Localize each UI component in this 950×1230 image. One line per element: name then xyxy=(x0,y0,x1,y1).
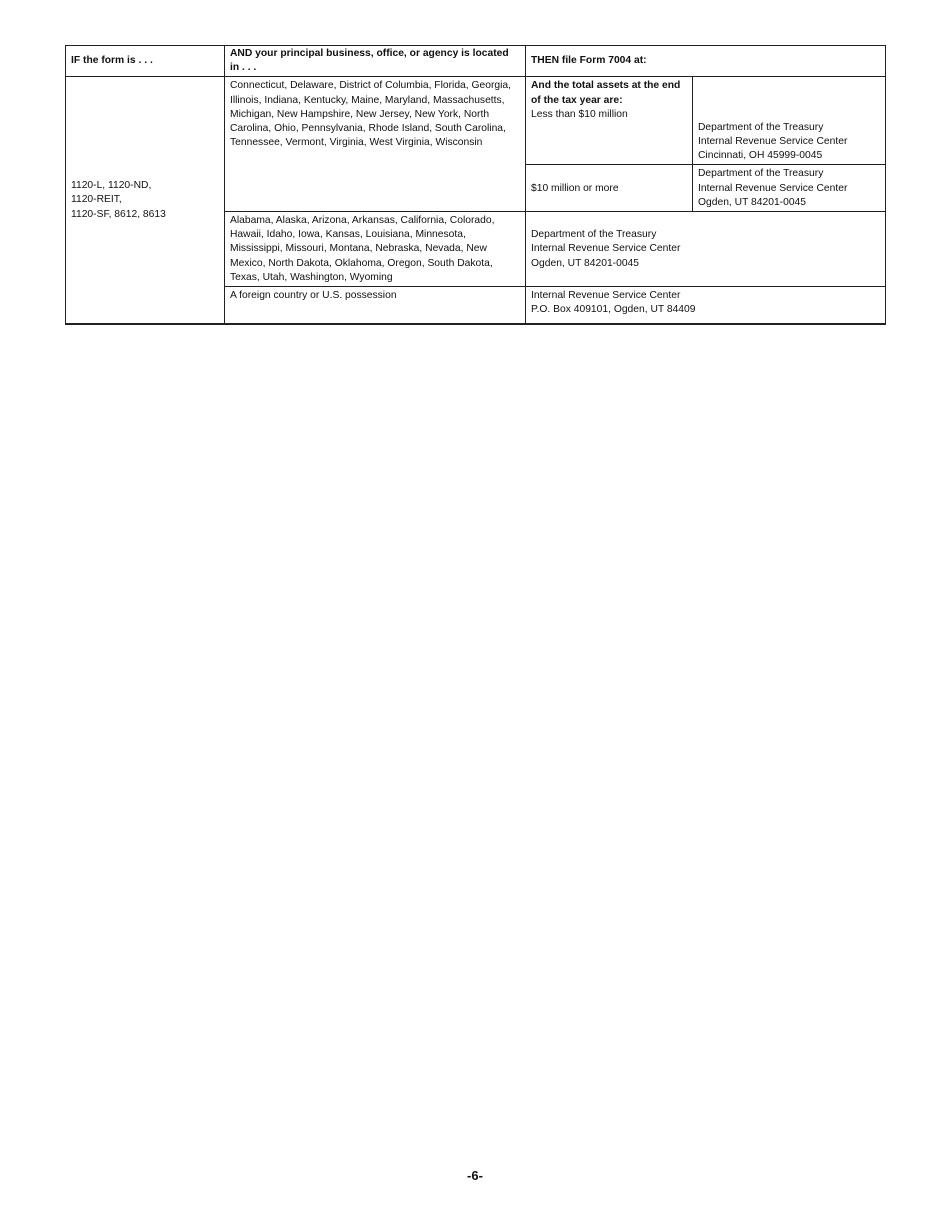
location-cell: Connecticut, Delaware, District of Columbia, Florida, Georgia, Illinois, Indiana, Kentucky, Maine, Maryland, Massachusetts, Michigan, New Hampshire, New Jersey, New York, North Carolina, Ohio, Pennsylvania, Rhode Island, South Carolina, Tennessee, Vermont, Virginia, West Virginia, Wisconsin xyxy=(225,77,526,212)
header-form: IF the form is . . . xyxy=(66,46,225,77)
location-cell: A foreign country or U.S. possession xyxy=(225,287,526,324)
address-cell: Internal Revenue Service Center P.O. Box 409101, Ogden, UT 84409 xyxy=(526,287,886,324)
assets-condition: $10 million or more xyxy=(526,165,693,212)
page-number: -6- xyxy=(467,1168,483,1183)
form-list: 1120-L, 1120-ND, 1120-REIT, 1120-SF, 8612, 8613 xyxy=(66,77,225,324)
address-cell: Department of the Treasury Internal Revenue Service Center Cincinnati, OH 45999-0045 xyxy=(693,77,886,165)
location-cell: Alabama, Alaska, Arizona, Arkansas, California, Colorado, Hawaii, Idaho, Iowa, Kansas, Louisiana, Minnesota, Mississippi, Missouri, Montana, Nebraska, Nevada, New Mexico, North Dakota, Oklahoma, Oregon, South Dakota, Texas, Utah, Washington, Wyoming xyxy=(225,212,526,287)
assets-condition-cell xyxy=(526,77,693,165)
table-row xyxy=(66,77,886,165)
header-file-at: THEN file Form 7004 at: xyxy=(526,46,886,77)
address-cell: Department of the Treasury Internal Revenue Service Center Ogden, UT 84201-0045 xyxy=(693,165,886,212)
filing-address-table-container xyxy=(65,45,885,325)
address-cell: Department of the Treasury Internal Revenue Service Center Ogden, UT 84201-0045 xyxy=(526,212,886,287)
assets-condition: Less than $10 million xyxy=(531,108,628,120)
table-header-row xyxy=(66,46,886,77)
filing-address-table xyxy=(65,45,886,325)
assets-heading: And the total assets at the end of the tax year are: xyxy=(531,80,681,106)
header-location: AND your principal business, office, or agency is located in . . . xyxy=(225,46,526,77)
